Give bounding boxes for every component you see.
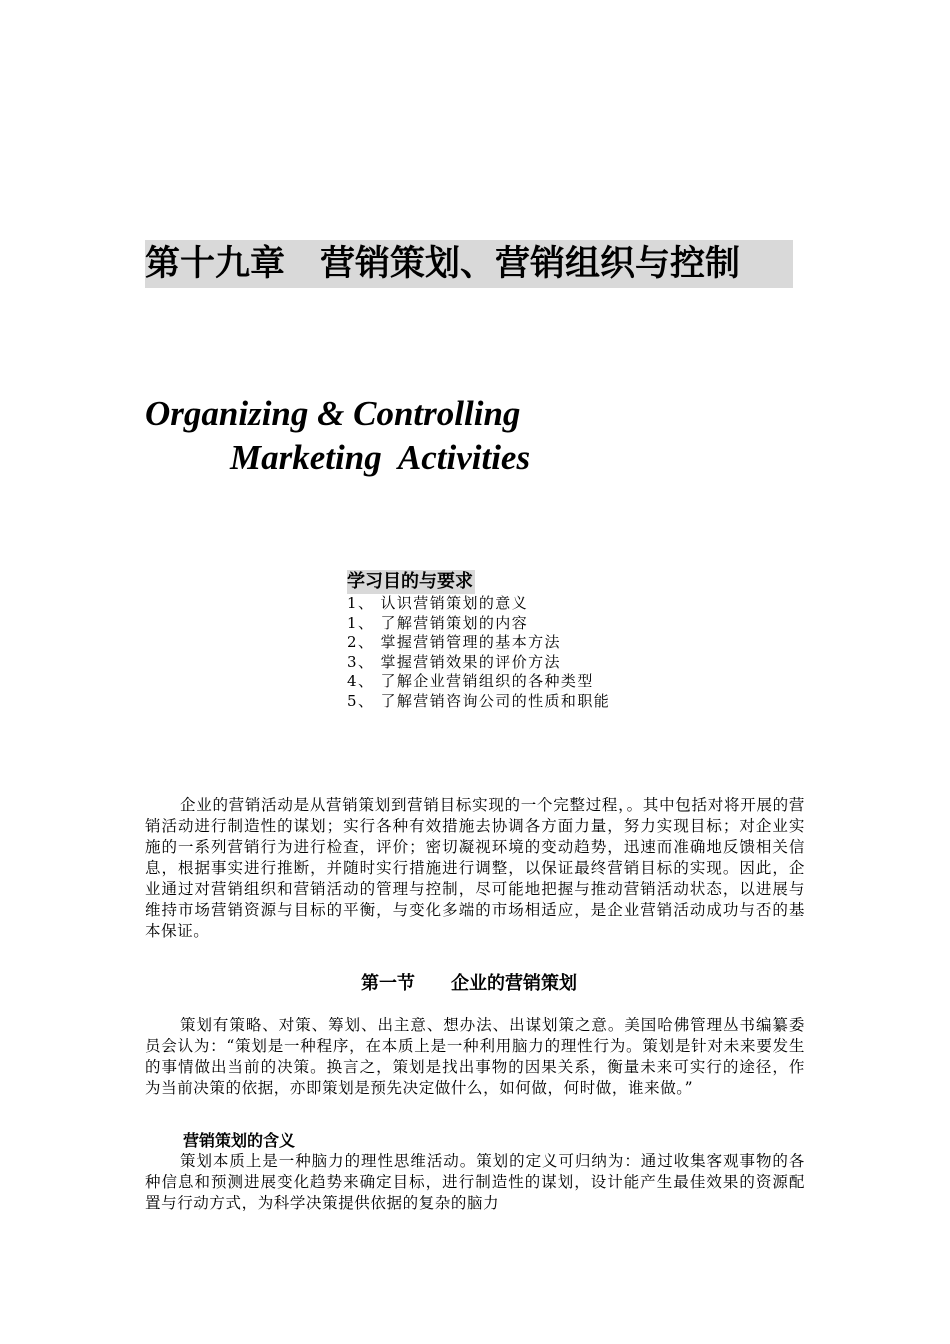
subsection-heading: 营销策划的含义	[183, 1131, 296, 1150]
english-title-line-1: Organizing & Controlling	[145, 394, 521, 433]
intro-paragraph: 企业的营销活动是从营销策划到营销目标实现的一个完整过程，。其中包括对将开展的营销活动进行制造性的谋划；实行各种有效措施去协调各方面力量，努力实现目标；对企业实施的一系列营销行为进行检查，评价；密切凝视环境的变动趋势，迅速而准确地反馈相关信息，根据事实进行推断，并随时实行措施进行调整，以保证最终营销目标的实现。因此，企业通过对营销组织和营销活动的管理与控制，尽可能地把握与推动营销活动状态，以进展与维持市场营销资源与目标的平衡，与变化多端的市场相适应，是企业营销活动成功与否的基本保证。	[145, 796, 805, 940]
objective-item: 2、 掌握营销管理的基本方法	[347, 633, 561, 651]
chapter-title: 第十九章 营销策划、营销组织与控制	[145, 240, 793, 288]
subsection-paragraph: 策划本质上是一种脑力的理性思维活动。策划的定义可归纳为：通过收集客观事物的各种信息和预测进展变化趋势来确定目标，进行制造性的谋划，设计能产生最佳效果的资源配置与行动方式，为科学决策提供依据的复杂的脑力	[145, 1152, 805, 1211]
learning-objectives	[347, 570, 667, 711]
objective-item: 1、 认识营销策划的意义	[347, 594, 529, 612]
objective-item: 1、 了解营销策划的内容	[347, 613, 529, 632]
english-title	[145, 392, 530, 480]
objective-item: 5、 了解营销咨询公司的性质和职能	[347, 691, 611, 710]
section-paragraph: 策划有策略、对策、筹划、出主意、想办法、出谋划策之意。美国哈佛管理丛书编纂委员会认为：“策划是一种程序，在本质上是一种利用脑力的理性行为。策划是针对未来要发生的事情做出当前的决策。换言之，策划是找出事物的因果关系，衡量未来可实行的途径，作为当前决策的依据，亦即策划是预先决定做什么，如何做，何时做，谁来做。”	[145, 1016, 805, 1097]
section-title: 第一节 企业的营销策划	[361, 973, 577, 994]
objectives-heading: 学习目的与要求	[347, 571, 473, 592]
objective-item: 4、 了解企业营销组织的各种类型	[347, 672, 594, 690]
english-title-line-2: Marketing Activities	[230, 438, 531, 477]
objective-item: 3、 掌握营销效果的评价方法	[347, 652, 561, 671]
objectives-list	[347, 594, 667, 711]
